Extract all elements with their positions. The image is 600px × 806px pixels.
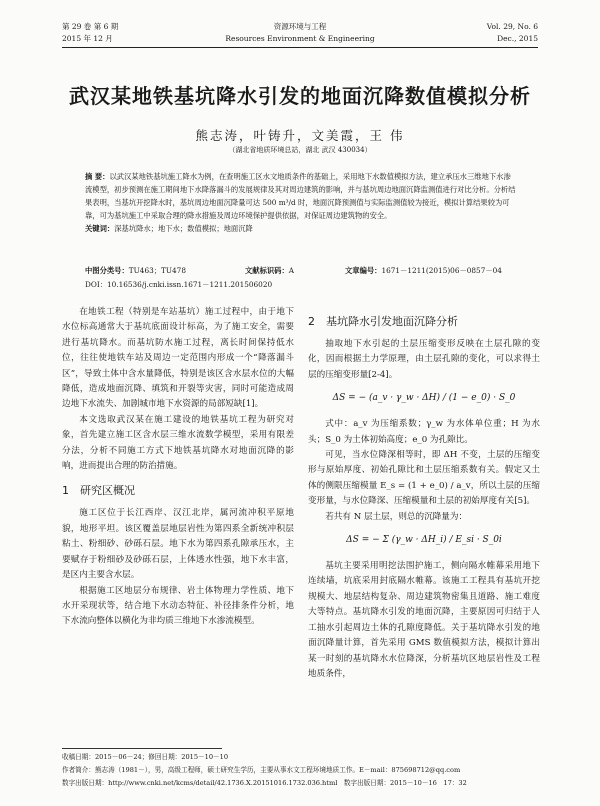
header-journal-cn: 资源环境与工程 (273, 22, 327, 31)
footnote-online: 数字出版日期：http://www.cnki.net/kcms/detail/42.1736.X.20151016.1732.036.html 数字出版日期：2015－10－16 17：32 (62, 779, 467, 787)
section2-paragraph-3: 可见，当水位降深相等时，即 ΔH 不变，土层的压缩变形与原始厚度、初始孔隙比和土层压缩系数有关。假定又土体的侧限压缩模量 E_s = (1 + e_0) / a_v，所以土层的压缩变形量，与水位降深、压缩模量和土层的初始厚度有关[5]。 (308, 450, 540, 507)
header-journal-en: Resources Environment & Engineering (225, 34, 375, 43)
section2-paragraph-5: 基坑主要采用明挖法围护施工，侧向隔水帷幕采用地下连续墙，坑底采用封底隔水帷幕。该施工工程具有基坑开挖规模大、地层结构复杂、周边建筑物密集且道路、施工难度大等特点。基坑降水引发的地面沉降，主要原因可归结于人工抽水引起周边土体的孔隙度降低。关于基坑降水引发的地面沉降量计算，首先采用 GMS 数值模拟方法，模拟计算出某一时刻的基坑降水水位降深，分析基坑区地层岩性及工程地质条件， (308, 561, 540, 679)
footnote-author: 作者简介：熊志涛（1981－），男，高级工程师，硕士研究生学历，主要从事水文工程环境地质工作。E－mail：875698712@qq.com (62, 766, 461, 774)
article-number-label: 文章编号： (345, 266, 382, 275)
footnote-received: 收稿日期：2015－06－24；修回日期：2015－10－10 (62, 753, 229, 761)
right-column (308, 305, 540, 682)
clc-label: 中图分类号： (85, 266, 129, 275)
section-heading-2: 2 基坑降水引发地面沉降分析 (308, 315, 458, 328)
abstract (85, 170, 517, 235)
section-heading-1: 1 研究区概况 (62, 484, 135, 498)
doc-code-label: 文献标识码： (245, 266, 289, 275)
equation-2: ΔS = − Σ (γ_w · ΔH_i) / E_si · S_0i (346, 535, 502, 546)
keywords: 深基坑降水；地下水；数值模拟；地面沉降 (114, 224, 253, 233)
paper-title: 武汉某地铁基坑降水引发的地面沉降数值模拟分析 (69, 84, 531, 108)
abstract-text: 以武汉某地铁基坑施工降水为例，在查明施工区水文地质条件的基础上，采用地下水数值模拟方法，建立承压水三维地下水渗流模型，初步预测在施工期间地下水降落漏斗的发展规律及其对周边建筑的影响，并与基坑周边地面沉降监测值进行对比分析。分析结果表明，当基坑开挖降水时，基坑周边地面沉降量可达 500 m³/d 时，地面沉降预测值与实际监测值较为接近，模拟计算结果较为可靠，可为基坑施工中采取合理的降水措施及周边环境保护提供依据，对保证周边建筑物的安全。 (85, 172, 516, 220)
section2-paragraph-1: 抽取地下水引起的土层压缩变形反映在土层孔隙的变化，因而根据土力学原理，由土层孔隙的变化，可以求得土层的压缩变形量[2-4]。 (308, 339, 540, 380)
section2-paragraph-2: 式中：a_v 为压缩系数；γ_w 为水体单位重；H 为水头；S_0 为土体初始高度；e_0 为孔隙比。 (308, 419, 540, 445)
section2-paragraph-4: 若共有 N 层土层，则总的沉降量为： (325, 511, 468, 522)
footnote-rule (62, 748, 222, 749)
intro-paragraph-2: 本文选取武汉某在施工建设的地铁基坑工程为研究对象，首先建立施工区含水层三维水流数学模型，采用有限差分法，分析不同施工方式下地铁基坑降水对地面沉降的影响，进而提出合理的防治措施。 (62, 414, 294, 472)
authors: 熊志涛，叶铸升，文美霞，王 伟 (195, 128, 405, 143)
equation-1: ΔS = − (a_v · γ_w · ΔH) / (1 − e_0) · S_0 (332, 393, 516, 404)
header-date: 2015 年 12 月 (62, 34, 113, 43)
doi: DOI：10.16536/j.cnki.issn.1671－1211.201506020 (85, 280, 273, 289)
article-number-value: 1671－1211(2015)06－0857－04 (381, 266, 502, 275)
doc-code-value: A (288, 266, 295, 275)
header-date-en: Dec., 2015 (497, 34, 538, 43)
section1-paragraph-1: 施工区位于长江西岸、汉江北岸，属河流冲积平原地貌，地形平坦。该区覆盖层地层岩性为第四系全新统冲积层粘土、粉细砂、砂砾石层。地下水为第四系孔隙承压水，主要赋存于粉细砂及砂砾石层，上体透水性强，地下水丰富，是区内主要含水层。 (62, 508, 294, 581)
article-number-line (345, 265, 502, 277)
intro-paragraph-1: 在地铁工程（特别是车站基坑）施工过程中，由于地下水位标高通常大于基坑底面设计标高，为了施工安全，需要进行基坑降水。而基坑防水施工过程，离长时间保持低水位，往往使地铁车站及周边一定范围内形成一个“降落漏斗区”，导致土体中含水量降低，特别是该区含水层水位的大幅降低，造成地面沉降、填筑和开裂等灾害，同时可能造成周边地下水流失、加剧城市地下水资源的局部短缺[1]。 (62, 307, 294, 410)
header-volume-en: Vol. 29, No. 6 (486, 22, 538, 31)
keywords-label: 关键词： (85, 224, 115, 233)
affiliation: （湖北省地质环境总站，湖北 武汉 430034） (228, 146, 372, 154)
clc-value: TU463；TU478 (128, 266, 186, 275)
header-volume: 第 29 卷 第 6 期 (62, 22, 119, 31)
clc-line (85, 265, 186, 277)
header-rule (62, 47, 538, 48)
section1-paragraph-2: 根据施工区地层分布规律、岩土体物理力学性质、地下水开采现状等，结合地下水动态特征、补径排条件分析，地下水流向整体以横化为非均质三维地下水渗流模型。 (62, 585, 294, 627)
doc-code-line (245, 265, 294, 277)
left-column (62, 305, 294, 630)
abstract-label: 摘 要： (85, 172, 110, 181)
